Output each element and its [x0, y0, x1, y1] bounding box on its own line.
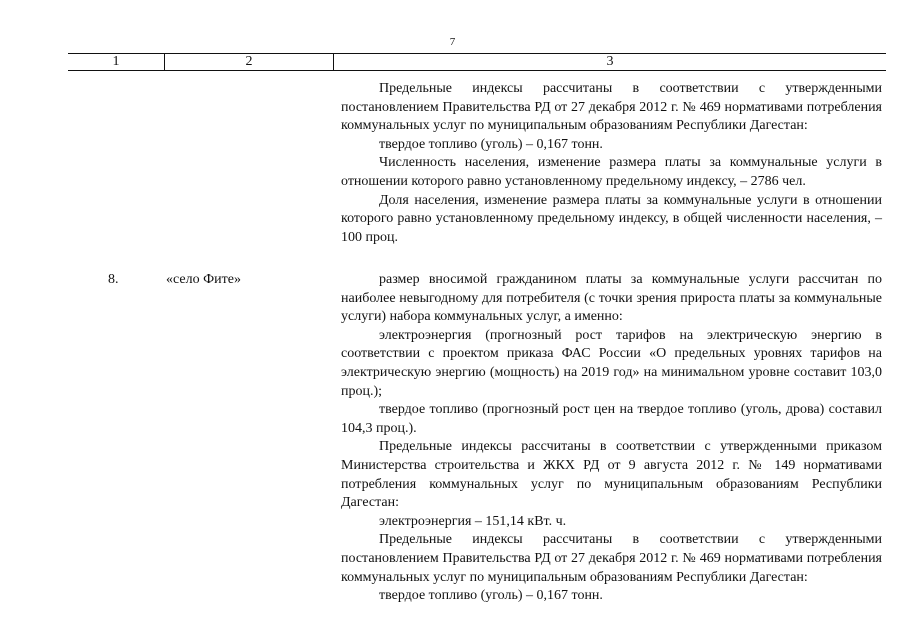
settlement-name: «село Фите» — [166, 272, 241, 287]
paragraph: твердое топливо (прогнозный рост цен на твердое топливо (уголь, дрова) составил 104,3 проц.). — [341, 402, 882, 436]
paragraph: электроэнергия – 151,14 кВт. ч. — [379, 513, 567, 529]
table-header-row — [68, 53, 886, 71]
header-col-3: 3 — [606, 54, 614, 69]
paragraph: Предельные индексы рассчитаны в соответствии с утвержденными постановлением Правительства РД от 27 декабря 2012 г. № 469 нормативами потребления коммунальных услуг по муниципальным образованиям Республики Дагестан: — [341, 532, 882, 585]
paragraph: Предельные индексы рассчитаны в соответствии с утвержденными постановлением Правительства РД от 27 декабря 2012 г. № 469 нормативами потребления коммунальных услуг по муниципальным образованиям Республики Дагестан: — [341, 81, 882, 134]
header-col-1: 1 — [112, 54, 120, 69]
paragraph: твердое топливо (уголь) – 0,167 тонн. — [379, 588, 603, 604]
row-description — [341, 271, 882, 606]
paragraph: электроэнергия (прогнозный рост тарифов на электрическую энергию в соответствии с проектом приказа ФАС России «О предельных уровнях тарифов на электрическую энергию (мощность) на 2019 год» на минимальном уровне составит 103,0 проц.); — [341, 327, 882, 399]
header-col-2: 2 — [164, 54, 334, 70]
paragraph: размер вносимой гражданином платы за коммунальные услуги рассчитан по наиболее невыгодному для потребителя (с точки зрения прироста платы за коммунальные услуги) набора коммунальных услуг, а именно: — [341, 272, 882, 325]
paragraph: Предельные индексы рассчитаны в соответствии с утвержденными приказом Министерства строительства и ЖКХ РД от 9 августа 2012 г. № 149 нормативами потребления коммунальных услуг по муниципальным образованиям Республики Дагестан: — [341, 439, 882, 511]
paragraph: Доля населения, изменение размера платы за коммунальные услуги в отношении которого равно установленному предельному индексу, в общей численности населения, – 100 проц. — [341, 192, 882, 245]
continued-text-block — [341, 80, 882, 247]
row-number: 8. — [108, 272, 119, 287]
page-number: 7 — [449, 36, 456, 48]
paragraph: Численность населения, изменение размера платы за коммунальные услуги в отношении которого равно установленному предельному индексу, – 2786 чел. — [341, 155, 882, 189]
paragraph: твердое топливо (уголь) – 0,167 тонн. — [379, 136, 603, 152]
